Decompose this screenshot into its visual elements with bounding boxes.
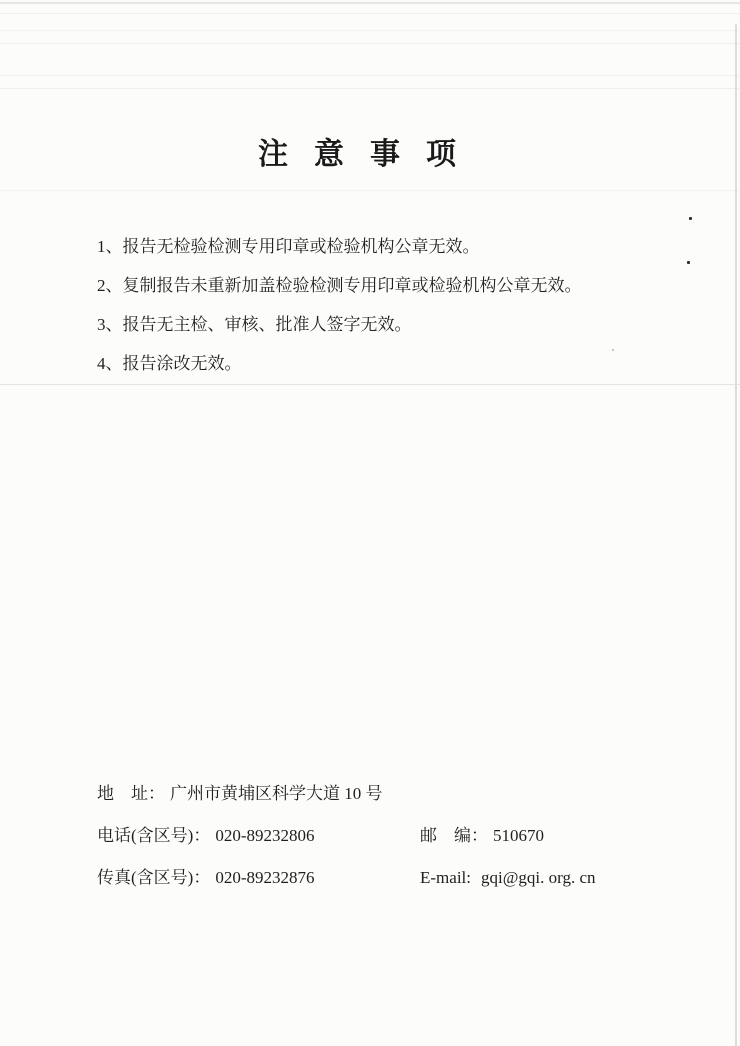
fax-email-row bbox=[97, 865, 712, 891]
notice-list bbox=[97, 236, 707, 392]
scan-artifact-line bbox=[0, 88, 740, 89]
page-title: 注意事项 bbox=[258, 138, 482, 171]
fax-value: 020-89232876 bbox=[215, 868, 315, 887]
scan-artifact-line bbox=[0, 43, 740, 44]
scan-artifact-line bbox=[0, 190, 740, 191]
contact-footer bbox=[97, 781, 712, 907]
notice-item-2: 2、复制报告未重新加盖检验检测专用印章或检验机构公章无效。 bbox=[97, 276, 582, 295]
email-group bbox=[420, 865, 596, 891]
postcode-group bbox=[420, 823, 544, 849]
scan-speck bbox=[689, 217, 692, 220]
postcode-label: 邮 编： bbox=[420, 826, 488, 845]
fax-label: 传真(含区号)： bbox=[97, 868, 211, 887]
notice-item-4: 4、报告涂改无效。 bbox=[97, 354, 242, 373]
scan-artifact-line bbox=[0, 75, 740, 76]
scan-artifact-line bbox=[0, 2, 740, 4]
address-row bbox=[97, 781, 712, 807]
phone-value: 020-89232806 bbox=[215, 826, 315, 845]
phone-postcode-row bbox=[97, 823, 712, 849]
scan-artifact-line bbox=[0, 30, 740, 31]
notice-item-1: 1、报告无检验检测专用印章或检验机构公章无效。 bbox=[97, 237, 480, 256]
email-value: gqi@gqi. org. cn bbox=[480, 868, 596, 887]
scan-artifact-line bbox=[0, 13, 740, 14]
postcode-value: 510670 bbox=[493, 826, 544, 845]
address-label: 地 址： bbox=[97, 784, 165, 803]
scan-edge-line bbox=[735, 24, 737, 1046]
email-label: E-mail: bbox=[420, 868, 471, 887]
notice-item-3: 3、报告无主检、审核、批准人签字无效。 bbox=[97, 315, 412, 334]
address-value: 广州市黄埔区科学大道 10 号 bbox=[170, 784, 383, 803]
phone-label: 电话(含区号)： bbox=[97, 826, 211, 845]
